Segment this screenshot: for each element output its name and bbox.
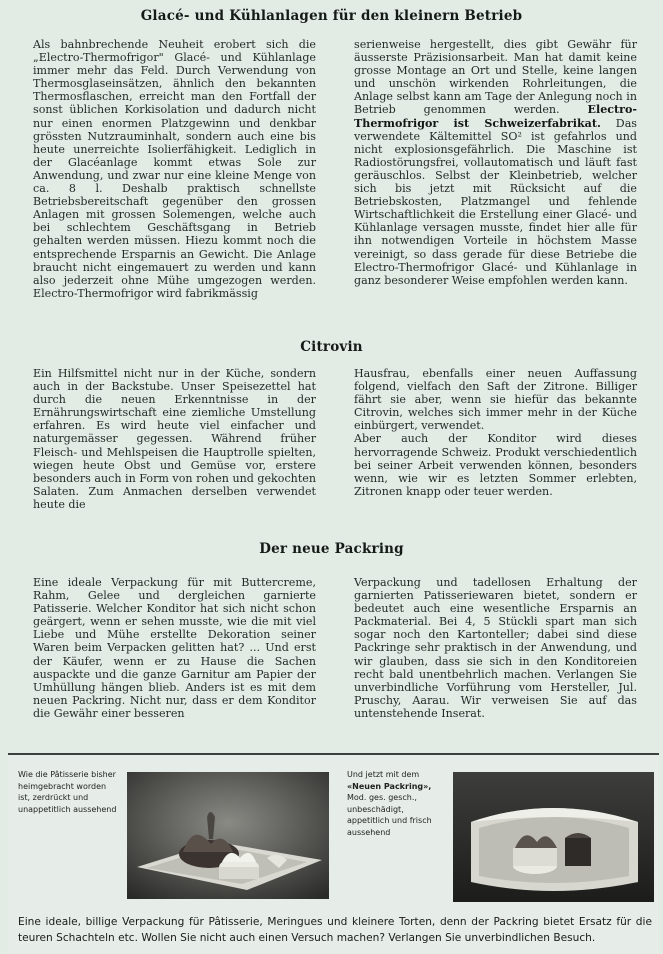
ad-caption-after-a: Und jetzt mit dem [347, 770, 420, 779]
citrovin-column-right [354, 367, 637, 498]
glace-text-a: serienweise hergestellt, dies gibt Gewähr für äusserste Präzisionsarbeit. Man hat damit keine grosse Montage an Ort und Stelle, keine langen und unschön wirkenden Rohrleitungen, die Anlage selbst kann am Tage der Anlegung noch in Betrieb genommen werden. [354, 38, 637, 117]
citrovin-paragraph-right-1: Hausfrau, ebenfalls einer neuen Auffassung folgend, vielfach den Saft der Zitrone. Billiger fährt sie aber, wenn sie hiefür das bekannte Citrovin, welches sich immer mehr in der Küche einbürgert, verwendet. [354, 367, 637, 433]
ad-slogan: Eine ideale, billige Verpackung für Pâtisserie, Meringues und kleinere Torten, denn der Packring bietet Ersatz für die teuren Schachteln etc. Wollen Sie nicht auch einen Versuch machen? Verlangen Sie unverbindlichen Besuch. [18, 916, 652, 944]
citrovin-paragraph-right-2: Aber auch der Konditor wird dieses hervorragende Schweiz. Produkt verschiedentlich bei seiner Arbeit verwenden können, besonders wenn, wie wir es letzten Sommer erlebten, Zitronen knapp oder teuer werden. [354, 432, 637, 498]
photo-packring-pastry [453, 772, 654, 902]
glace-column-right [354, 38, 637, 287]
ad-caption-after-b: Mod. ges. gesch., unbeschädigt, appetitlich und frisch aussehend [347, 793, 432, 837]
section-title-citrovin: Citrovin [300, 339, 363, 355]
glace-paragraph: Als bahnbrechende Neuheit erobert sich die „Electro-Thermofrigor" Glacé- und Kühlanlage immer mehr das Feld. Durch Verwendung von Thermosglaseinsätzen, ähnlich den bekannten Thermosflaschen, erreicht man den Fortfall der sonst üblichen Korkisolation und dadurch nicht nur einen enormen Platzgewinn und denkbar grössten Nutzrauminhalt, sondern auch eine bis heute unerreichte Isolierfähigkeit. Lediglich in der Glacéanlage kommt etwas Sole zur Anwendung, und zwar nur eine kleine Menge von ca. 8 l. Deshalb praktisch schnellste Betriebsbereitschaft gegenüber den grossen Anlagen mit grossen Solemengen, welche auch bei schlechtem Geschäftsgang in Betrieb gehalten werden müssen. Hiezu kommt noch die entsprechende Ersparnis an Gewicht. Die Anlage braucht nicht eingemauert zu werden und kann also jederzeit ohne Mühe umgezogen werden. Electro-Thermofrigor wird fabrikmässig [33, 38, 316, 300]
section-title-packring: Der neue Packring [259, 541, 404, 557]
packring-paragraph: Eine ideale Verpackung für mit Buttercreme, Rahm, Gelee und dergleichen garnierte Patisserie. Welcher Konditor hat sich nicht schon geärgert, wenn er sehen musste, wie die mit viel Liebe und Mühe erstellte Dekoration seiner Waren beim Verpacken gelitten hat? ... Und erst der Käufer, wenn er zu Hause die Sachen auspackte und die ganze Garnitur am Papier der Umhüllung hängen blieb. Anders ist es mit dem neuen Packring. Nicht nur, dass er dem Konditor die Gewähr einer besseren [33, 576, 316, 720]
ad-caption-after [347, 769, 445, 839]
packring-paragraph-right: Verpackung und tadellosen Erhaltung der garnierten Patisseriewaren bietet, sondern er bedeutet auch eine wesentliche Ersparnis an Packmaterial. Bei 4, 5 Stückli spart man sich sogar noch den Kartonteller; dabei sind diese Packringe sehr praktisch in der Anwendung, und wir glauben, dass sie sich in den Konditoreien recht bald unentbehrlich machen. Verlangen Sie unverbindliche Vorführung vom Hersteller, Jul. Pruschy, Aarau. Wir verweisen Sie auf das untenstehende Inserat. [354, 576, 637, 720]
packring-column-left [33, 576, 316, 720]
photo-crushed-pastry [127, 772, 329, 899]
packring-advertisement [8, 753, 659, 954]
packring-column-right [354, 576, 637, 720]
glace-column-left [33, 38, 316, 300]
citrovin-column-left [33, 367, 316, 511]
glace-swiss-made: Electro-Thermofrigor ist Schweizerfabrikat. [354, 103, 637, 130]
glace-text-b: Das verwendete Kältemittel SO² ist gefahrlos und nicht explosionsgefährlich. Die Maschine ist Radiostörungsfrei, vollautomatisch und läuft fast geräuschlos. Selbst der Kleinbetrieb, welcher sich bis jetzt mit Rücksicht auf die Betriebskosten, Platzmangel und fehlende Wirtschaftlichkeit die Erstellung einer Glacé- und Kühlanlage versagen musste, findet hier alle für ihn notwendigen Vorteile in höchstem Masse vereinigt, so dass gerade für diese Betriebe die Electro-Thermofrigor Glacé- und Kühlanlage in ganz besonderer Weise empfohlen werden kann. [354, 116, 637, 287]
glace-paragraph-right [354, 38, 637, 287]
section-title-glace: Glacé- und Kühlanlagen für den kleinern Betrieb [140, 8, 523, 24]
citrovin-paragraph: Ein Hilfsmittel nicht nur in der Küche, sondern auch in der Backstube. Unser Speisezettel hat durch die neuen Erkenntnisse in der Ernährungswirtschaft eine ziemliche Umstellung erfahren. Es wird heute viel einfacher und naturgemässer gegessen. Während früher Fleisch- und Mehlspeisen die Hauptrolle spielten, wiegen heute Obst und Gemüse vor, erstere besonders auch in Form von rohen und gekochten Salaten. Zum Anmachen derselben verwendet heute die [33, 367, 316, 511]
ad-caption-after-bold: «Neuen Packring», [347, 781, 432, 791]
ad-caption-before: Wie die Pâtisserie bisher heimgebracht worden ist, zerdrückt und unappetitlich aussehend [18, 770, 117, 814]
